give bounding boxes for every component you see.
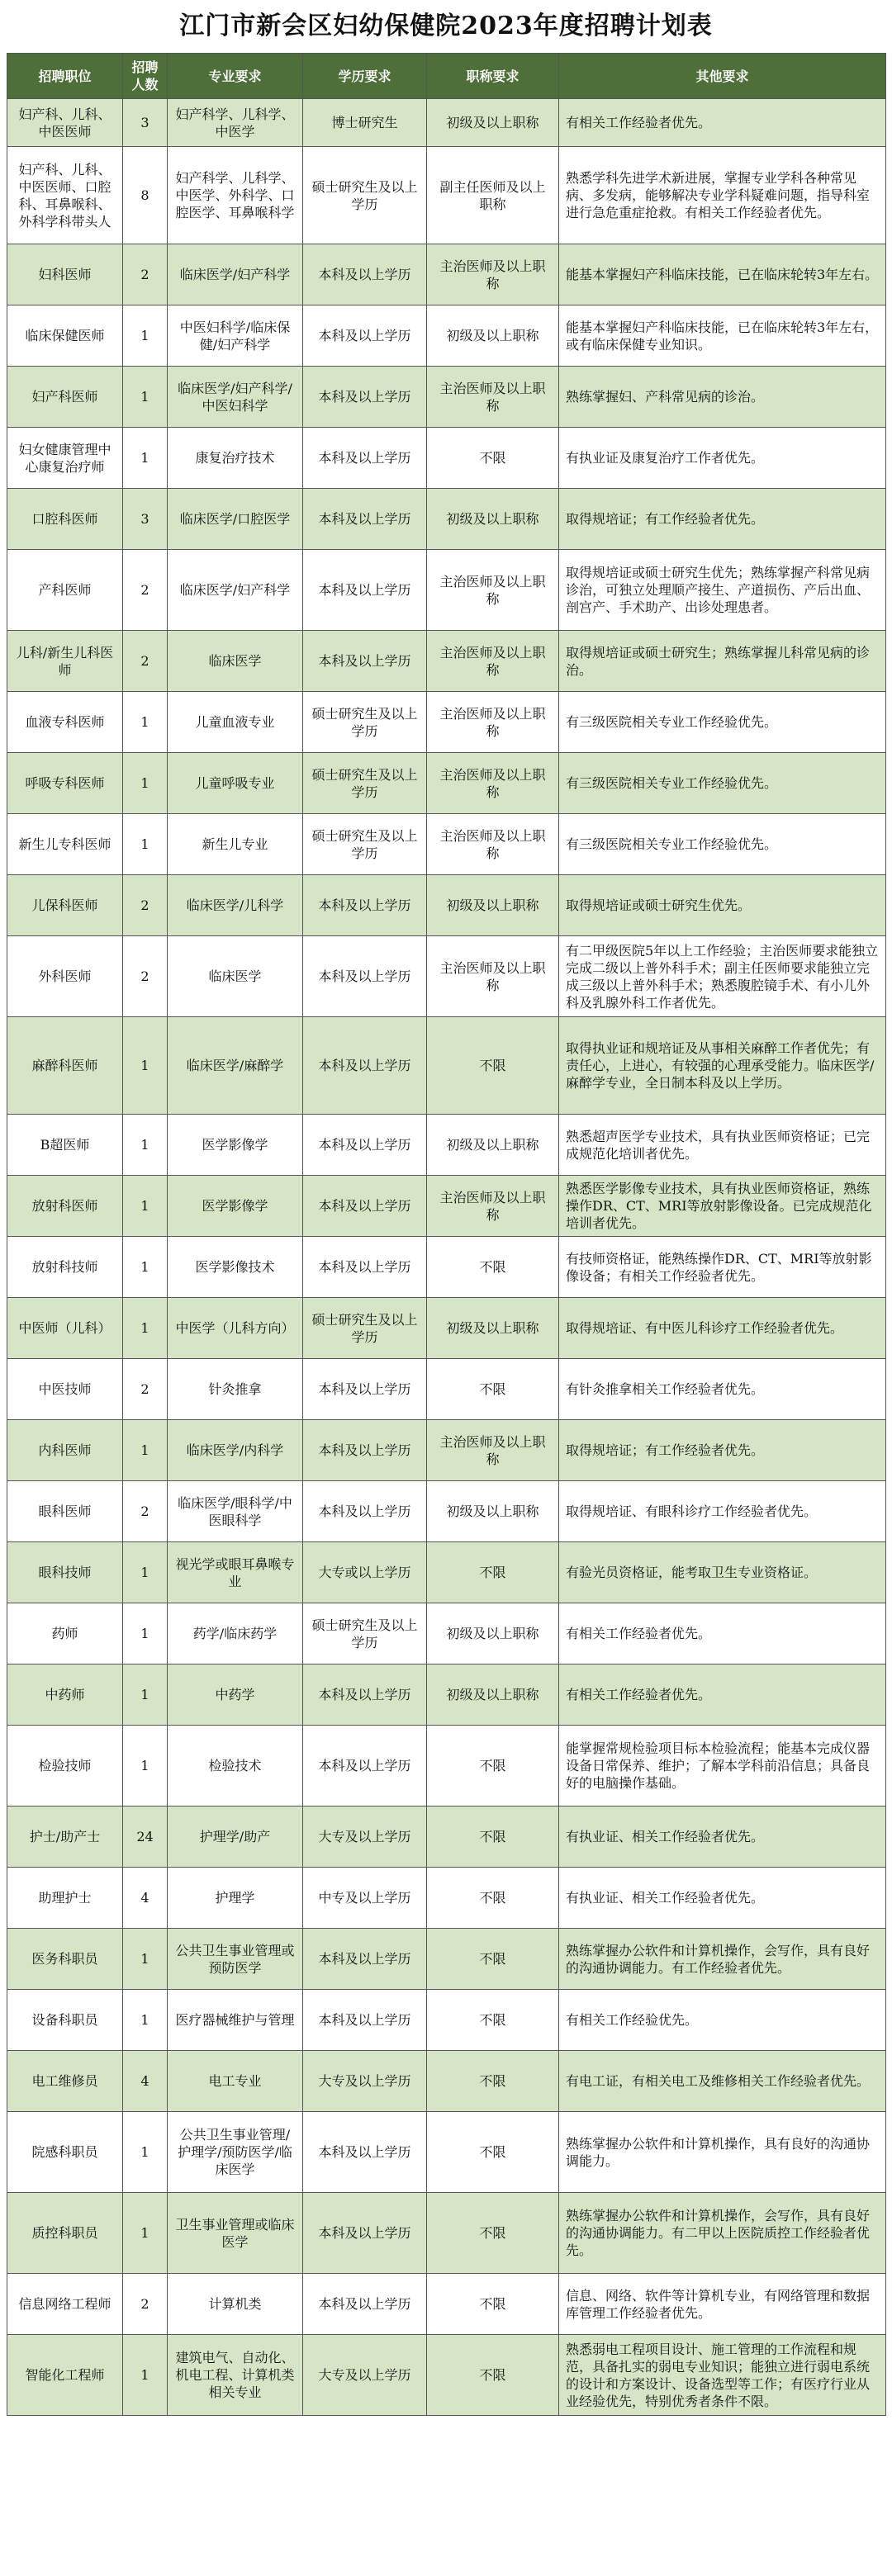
cell-count: 4 [123,1868,168,1929]
cell-other: 有技师资格证，能熟练操作DR、CT、MRI等放射影像设备；有相关工作经验者优先。 [559,1237,886,1298]
table-row [7,1359,886,1420]
cell-position: 内科医师 [7,1420,123,1481]
cell-title: 初级及以上职称 [427,1603,559,1664]
cell-title: 不限 [427,1017,559,1115]
cell-title: 初级及以上职称 [427,99,559,147]
cell-position: 妇产科医师 [7,367,123,428]
cell-position: 院感科职员 [7,2112,123,2193]
cell-title: 不限 [427,1542,559,1603]
cell-position: 检验技师 [7,1726,123,1807]
table-row [7,305,886,367]
cell-major: 药学/临床药学 [168,1603,303,1664]
cell-other: 取得规培证；有工作经验者优先。 [559,1420,886,1481]
cell-position: 医务科职员 [7,1929,123,1990]
table-row [7,428,886,489]
cell-title: 初级及以上职称 [427,305,559,367]
cell-count: 2 [123,1481,168,1542]
header-major: 专业要求 [168,54,303,99]
cell-other: 熟练掌握办公软件和计算机操作，具有良好的沟通协调能力。 [559,2112,886,2193]
cell-count: 24 [123,1807,168,1868]
cell-major: 临床医学/妇产科学 [168,550,303,631]
cell-education: 本科及以上学历 [303,305,427,367]
cell-education: 本科及以上学历 [303,1990,427,2051]
cell-other: 有相关工作经验者优先。 [559,1603,886,1664]
table-row [7,1115,886,1176]
cell-title: 主治医师及以上职称 [427,1420,559,1481]
cell-education: 大专及以上学历 [303,2051,427,2112]
table-row [7,875,886,936]
cell-position: 中医师（儿科） [7,1298,123,1359]
table-row [7,1868,886,1929]
table-row [7,1420,886,1481]
cell-position: 产科医师 [7,550,123,631]
cell-title: 主治医师及以上职称 [427,753,559,814]
table-row [7,99,886,147]
cell-other: 有三级医院相关专业工作经验优先。 [559,692,886,753]
cell-major: 中医妇科学/临床保健/妇产科学 [168,305,303,367]
cell-education: 本科及以上学历 [303,1237,427,1298]
cell-major: 临床医学/内科学 [168,1420,303,1481]
cell-count: 1 [123,1726,168,1807]
recruitment-table [7,53,886,2416]
cell-major: 医疗器械维护与管理 [168,1990,303,2051]
cell-education: 本科及以上学历 [303,489,427,550]
cell-major: 临床医学/麻醉学 [168,1017,303,1115]
cell-position: 药师 [7,1603,123,1664]
cell-education: 硕士研究生及以上学历 [303,1603,427,1664]
header-title: 职称要求 [427,54,559,99]
cell-other: 有三级医院相关专业工作经验优先。 [559,753,886,814]
cell-education: 中专及以上学历 [303,1868,427,1929]
cell-other: 能基本掌握妇产科临床技能，已在临床轮转3年左右。 [559,244,886,305]
cell-other: 取得规培证、有眼科诊疗工作经验者优先。 [559,1481,886,1542]
table-row [7,2335,886,2416]
cell-major: 妇产科学、儿科学、中医学 [168,99,303,147]
header-education: 学历要求 [303,54,427,99]
cell-count: 1 [123,1542,168,1603]
cell-count: 2 [123,631,168,692]
header-other: 其他要求 [559,54,886,99]
cell-education: 本科及以上学历 [303,2193,427,2274]
cell-title: 不限 [427,2335,559,2416]
cell-title: 初级及以上职称 [427,1115,559,1176]
document-title: 江门市新会区妇幼保健院2023年度招聘计划表 [179,12,713,40]
cell-count: 1 [123,1298,168,1359]
cell-position: 护士/助产士 [7,1807,123,1868]
cell-education: 大专及以上学历 [303,1807,427,1868]
cell-title: 初级及以上职称 [427,489,559,550]
cell-other: 有电工证，有相关电工及维修相关工作经验者优先。 [559,2051,886,2112]
cell-other: 有二甲级医院5年以上工作经验；主治医师要求能独立完成二级以上普外科手术；副主任医师要求能独立完成三级以上普外科手术；熟悉腹腔镜手术、有小儿外科及乳腺外科工作者优先。 [559,936,886,1017]
cell-other: 熟悉弱电工程项目设计、施工管理的工作流程和规范，具备扎实的弱电专业知识；能独立进行弱电系统的设计和方案设计、设备选型等工作；有医疗行业从业经验优先，特别优秀者条件不限。 [559,2335,886,2416]
cell-education: 大专及以上学历 [303,2335,427,2416]
cell-other: 取得规培证；有工作经验者优先。 [559,489,886,550]
cell-position: 妇女健康管理中心康复治疗师 [7,428,123,489]
table-row [7,1017,886,1115]
cell-position: 质控科职员 [7,2193,123,2274]
cell-title: 不限 [427,1990,559,2051]
cell-major: 建筑电气、自动化、机电工程、计算机类相关专业 [168,2335,303,2416]
cell-other: 取得规培证或硕士研究生优先。 [559,875,886,936]
cell-major: 公共卫生事业管理或预防医学 [168,1929,303,1990]
cell-other: 取得规培证或硕士研究生优先；熟练掌握产科常见病诊治，可独立处理顺产接生、产道损伤、产后出血、剖宫产、手术助产、出诊处理患者。 [559,550,886,631]
table-row [7,147,886,244]
cell-major: 电工专业 [168,2051,303,2112]
table-header-row [7,54,886,99]
cell-count: 2 [123,244,168,305]
table-row [7,489,886,550]
cell-count: 1 [123,1237,168,1298]
cell-major: 临床医学 [168,631,303,692]
cell-major: 计算机类 [168,2274,303,2335]
cell-position: 放射科技师 [7,1237,123,1298]
cell-position: 放射科医师 [7,1176,123,1237]
cell-education: 本科及以上学历 [303,1726,427,1807]
cell-title: 主治医师及以上职称 [427,550,559,631]
table-row [7,1929,886,1990]
cell-count: 1 [123,1017,168,1115]
table-row [7,1990,886,2051]
cell-education: 硕士研究生及以上学历 [303,1298,427,1359]
cell-position: 设备科职员 [7,1990,123,2051]
cell-major: 临床医学/眼科学/中医眼科学 [168,1481,303,1542]
cell-count: 1 [123,367,168,428]
cell-count: 1 [123,814,168,875]
cell-position: 儿保科医师 [7,875,123,936]
cell-count: 1 [123,428,168,489]
cell-title: 主治医师及以上职称 [427,936,559,1017]
cell-count: 3 [123,489,168,550]
cell-position: 外科医师 [7,936,123,1017]
cell-other: 取得规培证或硕士研究生；熟练掌握儿科常见病的诊治。 [559,631,886,692]
table-row [7,631,886,692]
cell-other: 能基本掌握妇产科临床技能，已在临床轮转3年左右，或有临床保健专业知识。 [559,305,886,367]
cell-position: 电工维修员 [7,2051,123,2112]
table-row [7,2051,886,2112]
cell-education: 大专或以上学历 [303,1542,427,1603]
cell-title: 初级及以上职称 [427,1298,559,1359]
cell-title: 主治医师及以上职称 [427,244,559,305]
table-row [7,1481,886,1542]
cell-other: 信息、网络、软件等计算机专业，有网络管理和数据库管理工作经验者优先。 [559,2274,886,2335]
cell-count: 1 [123,753,168,814]
cell-education: 本科及以上学历 [303,1115,427,1176]
cell-major: 公共卫生事业管理/护理学/预防医学/临床医学 [168,2112,303,2193]
cell-major: 医学影像学 [168,1115,303,1176]
cell-count: 1 [123,1115,168,1176]
cell-position: 妇产科、儿科、中医医师 [7,99,123,147]
cell-title: 初级及以上职称 [427,1664,559,1726]
cell-other: 有执业证、相关工作经验者优先。 [559,1868,886,1929]
cell-title: 不限 [427,1359,559,1420]
cell-title: 初级及以上职称 [427,875,559,936]
cell-major: 中药学 [168,1664,303,1726]
cell-position: 临床保健医师 [7,305,123,367]
cell-major: 医学影像技术 [168,1237,303,1298]
cell-major: 视光学或眼耳鼻喉专业 [168,1542,303,1603]
header-count: 招聘人数 [123,54,168,99]
table-row [7,2193,886,2274]
cell-count: 3 [123,99,168,147]
cell-other: 有执业证、相关工作经验者优先。 [559,1807,886,1868]
cell-other: 熟悉超声医学专业技术，具有执业医师资格证；已完成规范化培训者优先。 [559,1115,886,1176]
cell-major: 妇产科学、儿科学、中医学、外科学、口腔医学、耳鼻喉科学 [168,147,303,244]
cell-other: 有执业证及康复治疗工作者优先。 [559,428,886,489]
cell-education: 本科及以上学历 [303,2274,427,2335]
cell-education: 本科及以上学历 [303,1176,427,1237]
cell-title: 不限 [427,2112,559,2193]
table-row [7,1807,886,1868]
cell-title: 初级及以上职称 [427,1481,559,1542]
cell-education: 本科及以上学历 [303,1929,427,1990]
cell-education: 本科及以上学历 [303,428,427,489]
cell-major: 护理学/助产 [168,1807,303,1868]
cell-major: 检验技术 [168,1726,303,1807]
table-row [7,1664,886,1726]
cell-major: 医学影像学 [168,1176,303,1237]
cell-count: 2 [123,550,168,631]
table-row [7,692,886,753]
cell-title: 不限 [427,1868,559,1929]
cell-major: 临床医学 [168,936,303,1017]
cell-education: 本科及以上学历 [303,244,427,305]
cell-education: 本科及以上学历 [303,550,427,631]
cell-position: 中药师 [7,1664,123,1726]
cell-other: 有相关工作经验优先。 [559,1990,886,2051]
cell-position: 儿科/新生儿科医师 [7,631,123,692]
cell-count: 1 [123,1990,168,2051]
cell-count: 1 [123,2335,168,2416]
cell-title: 不限 [427,428,559,489]
cell-position: 助理护士 [7,1868,123,1929]
table-row [7,1237,886,1298]
cell-title: 不限 [427,1929,559,1990]
cell-other: 能掌握常规检验项目标本检验流程；能基本完成仪器设备日常保养、维护；了解本学科前沿信息；具备良好的电脑操作基础。 [559,1726,886,1807]
cell-major: 临床医学/妇产科学 [168,244,303,305]
cell-other: 熟练掌握妇、产科常见病的诊治。 [559,367,886,428]
cell-major: 儿童呼吸专业 [168,753,303,814]
table-row [7,936,886,1017]
table-body [7,99,886,2416]
cell-major: 康复治疗技术 [168,428,303,489]
cell-title: 主治医师及以上职称 [427,692,559,753]
cell-education: 本科及以上学历 [303,1481,427,1542]
cell-education: 本科及以上学历 [303,1359,427,1420]
cell-major: 儿童血液专业 [168,692,303,753]
cell-education: 本科及以上学历 [303,1017,427,1115]
cell-count: 1 [123,1603,168,1664]
cell-count: 2 [123,936,168,1017]
cell-count: 2 [123,875,168,936]
cell-major: 临床医学/妇产科学/中医妇科学 [168,367,303,428]
cell-position: 麻醉科医师 [7,1017,123,1115]
table-row [7,2112,886,2193]
cell-position: 妇产科、儿科、中医医师、口腔科、耳鼻喉科、外科学科带头人 [7,147,123,244]
cell-title: 主治医师及以上职称 [427,1176,559,1237]
cell-position: B超医师 [7,1115,123,1176]
cell-title: 不限 [427,1237,559,1298]
cell-count: 1 [123,1176,168,1237]
cell-position: 血液专科医师 [7,692,123,753]
cell-education: 本科及以上学历 [303,631,427,692]
cell-position: 信息网络工程师 [7,2274,123,2335]
cell-position: 妇科医师 [7,244,123,305]
cell-other: 取得执业证和规培证及从事相关麻醉工作者优先；有责任心，上进心，有较强的心理承受能力。临床医学/麻醉学专业，全日制本科及以上学历。 [559,1017,886,1115]
cell-major: 卫生事业管理或临床医学 [168,2193,303,2274]
cell-position: 口腔科医师 [7,489,123,550]
table-row [7,1603,886,1664]
cell-education: 本科及以上学历 [303,1420,427,1481]
table-row [7,2274,886,2335]
cell-position: 中医技师 [7,1359,123,1420]
cell-title: 主治医师及以上职称 [427,814,559,875]
cell-position: 智能化工程师 [7,2335,123,2416]
cell-education: 本科及以上学历 [303,1664,427,1726]
table-row [7,814,886,875]
cell-title: 副主任医师及以上职称 [427,147,559,244]
cell-position: 呼吸专科医师 [7,753,123,814]
cell-education: 本科及以上学历 [303,936,427,1017]
cell-major: 新生儿专业 [168,814,303,875]
table-row [7,244,886,305]
cell-other: 有相关工作经验者优先。 [559,99,886,147]
cell-education: 硕士研究生及以上学历 [303,147,427,244]
cell-major: 临床医学/儿科学 [168,875,303,936]
cell-education: 硕士研究生及以上学历 [303,814,427,875]
cell-title: 不限 [427,2193,559,2274]
cell-other: 有三级医院相关专业工作经验优先。 [559,814,886,875]
cell-other: 熟悉学科先进学术新进展，掌握专业学科各种常见病、多发病，能够解决专业学科疑难问题，指导科室进行急危重症抢救。有相关工作经验者优先。 [559,147,886,244]
cell-other: 熟练掌握办公软件和计算机操作，会写作，具有良好的沟通协调能力。有工作经验者优先。 [559,1929,886,1990]
cell-education: 博士研究生 [303,99,427,147]
table-row [7,753,886,814]
table-row [7,1176,886,1237]
cell-other: 有针灸推拿相关工作经验者优先。 [559,1359,886,1420]
cell-count: 1 [123,1420,168,1481]
cell-count: 1 [123,1664,168,1726]
table-row [7,550,886,631]
cell-count: 2 [123,2274,168,2335]
cell-title: 不限 [427,2274,559,2335]
table-row [7,1726,886,1807]
cell-major: 中医学（儿科方向） [168,1298,303,1359]
cell-other: 有相关工作经验者优先。 [559,1664,886,1726]
cell-count: 2 [123,1359,168,1420]
table-row [7,1542,886,1603]
table-row [7,1298,886,1359]
cell-count: 8 [123,147,168,244]
cell-education: 本科及以上学历 [303,875,427,936]
cell-major: 护理学 [168,1868,303,1929]
cell-title: 主治医师及以上职称 [427,367,559,428]
header-position: 招聘职位 [7,54,123,99]
cell-title: 不限 [427,1807,559,1868]
cell-title: 不限 [427,2051,559,2112]
cell-education: 本科及以上学历 [303,2112,427,2193]
cell-other: 熟练掌握办公软件和计算机操作，会写作，具有良好的沟通协调能力。有二甲以上医院质控工作经验者优先。 [559,2193,886,2274]
cell-other: 熟悉医学影像专业技术，具有执业医师资格证，熟练操作DR、CT、MRI等放射影像设备。已完成规范化培训者优先。 [559,1176,886,1237]
cell-other: 取得规培证、有中医儿科诊疗工作经验者优先。 [559,1298,886,1359]
cell-other: 有验光员资格证，能考取卫生专业资格证。 [559,1542,886,1603]
cell-count: 1 [123,692,168,753]
cell-major: 针灸推拿 [168,1359,303,1420]
cell-position: 眼科技师 [7,1542,123,1603]
cell-count: 1 [123,2193,168,2274]
table-row [7,367,886,428]
cell-count: 1 [123,2112,168,2193]
cell-education: 本科及以上学历 [303,367,427,428]
cell-count: 1 [123,1929,168,1990]
cell-position: 新生儿专科医师 [7,814,123,875]
cell-education: 硕士研究生及以上学历 [303,692,427,753]
cell-count: 4 [123,2051,168,2112]
cell-title: 不限 [427,1726,559,1807]
cell-count: 1 [123,305,168,367]
cell-position: 眼科医师 [7,1481,123,1542]
cell-title: 主治医师及以上职称 [427,631,559,692]
cell-major: 临床医学/口腔医学 [168,489,303,550]
cell-education: 硕士研究生及以上学历 [303,753,427,814]
